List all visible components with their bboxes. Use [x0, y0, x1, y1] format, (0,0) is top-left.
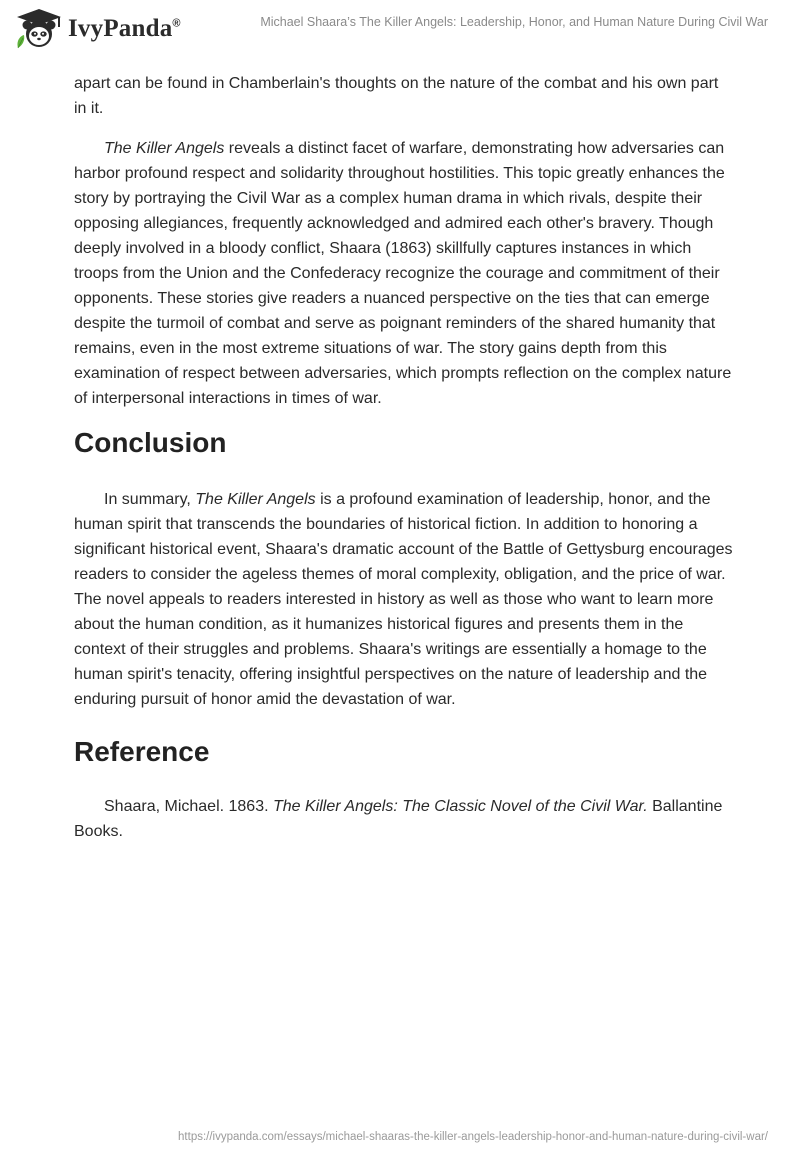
- reference-heading: Reference: [74, 736, 210, 767]
- reference-entry: [74, 794, 734, 844]
- reference-title-italic: The Killer Angels: The Classic Novel of the Civil War.: [273, 798, 648, 815]
- paragraph-text: is a profound examination of leadership, honor, and the human spirit that transcends the boundaries of historical fiction. In addition to honoring a significant historical event, Shaara's dramatic account of the Battle of Gettysburg encourages readers to consider the ageless themes of moral complexity, obligation, and the price of war. The novel appeals to readers interested in history as well as those who want to learn more about the human condition, as it humanizes historical figures and presents them in the context of their struggles and problems. Shaara's writings are essentially a homage to the human spirit's tenacity, offering insightful perspectives on the nature of leadership and the enduring pursuit of honor amid the devastation of war.: [74, 491, 733, 708]
- running-title: Michael Shaara’s The Killer Angels: Leadership, Honor, and Human Nature During Civil War: [260, 15, 768, 29]
- continued-paragraph: apart can be found in Chamberlain's thoughts on the nature of the combat and his own part in it.: [74, 75, 719, 117]
- registered-mark: ®: [172, 17, 181, 30]
- panda-graduate-icon: [14, 8, 64, 50]
- logo-wordmark: IvyPanda®: [68, 15, 181, 42]
- essay-content: [74, 71, 734, 844]
- paragraph-text: reveals a distinct facet of warfare, demonstrating how adversaries can harbor profound respect and solidarity throughout hostilities. This topic greatly enhances the story by portraying the Civil War as a complex human drama in which rivals, despite their opposing allegiances, frequently acknowledged and admired each other's bravery. Though deeply involved in a bloody conflict, Shaara (1863) skillfully captures instances in which troops from the Union and the Confederacy recognize the courage and commitment of their opponents. These stories give readers a nuanced perspective on the ties that can emerge despite the turmoil of combat and serve as poignant reminders of the shared humanity that remains, even in the most extreme situations of war. The story gains depth from this examination of respect between adversaries, which prompts reflection on the complex nature of interpersonal interactions in times of war.: [74, 140, 732, 407]
- ivypanda-logo[interactable]: [14, 8, 181, 50]
- conclusion-paragraph: [74, 487, 734, 712]
- page-header: [0, 0, 800, 70]
- reference-author: Shaara, Michael. 1863.: [104, 798, 273, 815]
- source-url-link[interactable]: https://ivypanda.com/essays/michael-shaaras-the-killer-angels-leadership-honor-and-human-nature-during-civil-war/: [178, 1131, 768, 1143]
- respect-paragraph: [74, 136, 734, 411]
- conclusion-heading: Conclusion: [74, 427, 227, 458]
- book-title-italic: The Killer Angels: [195, 491, 316, 508]
- book-title-italic: The Killer Angels: [104, 140, 225, 157]
- paragraph-text: In summary,: [104, 491, 196, 508]
- reference-publisher: Ballantine Books.: [74, 798, 723, 840]
